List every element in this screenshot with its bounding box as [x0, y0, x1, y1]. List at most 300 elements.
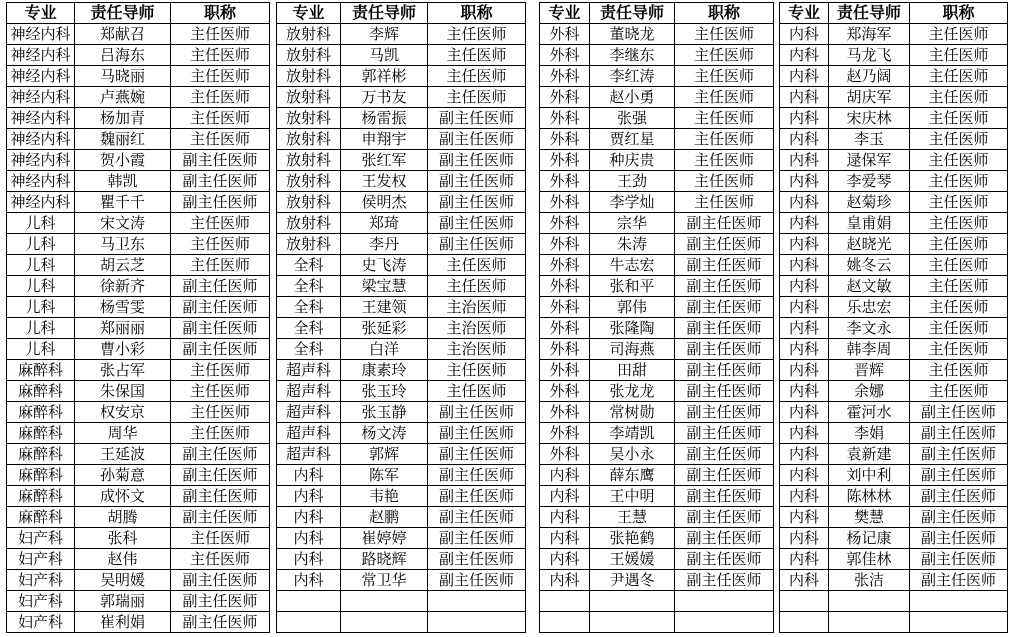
specialty-cell: 外科 [540, 318, 590, 339]
table-row [540, 528, 774, 549]
title-cell: 副主任医师 [428, 570, 526, 591]
title-cell: 主任医师 [171, 24, 270, 45]
table-row [7, 402, 270, 423]
specialty-cell: 神经内科 [7, 24, 75, 45]
specialty-cell: 外科 [540, 381, 590, 402]
title-cell: 主任医师 [910, 108, 1008, 129]
table-row [277, 150, 526, 171]
table-row [780, 45, 1008, 66]
specialty-cell: 内科 [277, 507, 341, 528]
mentor-cell: 常树勋 [590, 402, 675, 423]
specialty-cell: 内科 [780, 108, 829, 129]
mentor-cell: 曹小彩 [75, 339, 171, 360]
specialty-cell: 外科 [540, 150, 590, 171]
title-cell: 副主任医师 [171, 570, 270, 591]
specialty-cell: 儿科 [7, 255, 75, 276]
table-row [780, 360, 1008, 381]
mentor-cell: 贾红星 [590, 129, 675, 150]
table-row [780, 339, 1008, 360]
specialty-cell: 全科 [277, 339, 341, 360]
mentor-cell: 董晓龙 [590, 24, 675, 45]
table-row [7, 570, 270, 591]
specialty-cell: 外科 [540, 234, 590, 255]
table-row [7, 108, 270, 129]
title-cell: 副主任医师 [428, 150, 526, 171]
table-row [540, 591, 774, 612]
title-cell: 主任医师 [675, 192, 774, 213]
mentor-cell: 赵伟 [75, 549, 171, 570]
table-row [277, 108, 526, 129]
table-row [540, 150, 774, 171]
specialty-cell: 外科 [540, 129, 590, 150]
specialty-cell: 放射科 [277, 66, 341, 87]
mentor-cell: 郭祥彬 [341, 66, 428, 87]
table-row [7, 129, 270, 150]
mentor-cell: 杨雷振 [341, 108, 428, 129]
table-row [540, 171, 774, 192]
table-row [780, 381, 1008, 402]
title-cell: 主任医师 [675, 87, 774, 108]
table-row [277, 444, 526, 465]
title-cell: 主任医师 [675, 171, 774, 192]
specialty-cell: 内科 [277, 570, 341, 591]
title-cell: 主任医师 [171, 360, 270, 381]
table-row [7, 612, 270, 633]
specialty-cell: 放射科 [277, 24, 341, 45]
specialty-cell: 内科 [780, 486, 829, 507]
specialty-cell: 超声科 [277, 444, 341, 465]
table-row [780, 318, 1008, 339]
mentor-cell: 马晓丽 [75, 66, 171, 87]
specialty-cell: 超声科 [277, 360, 341, 381]
table-row [277, 591, 526, 612]
specialty-cell: 内科 [780, 444, 829, 465]
title-cell: 主任医师 [910, 276, 1008, 297]
mentor-cell: 瞿千千 [75, 192, 171, 213]
mentor-cell: 李学灿 [590, 192, 675, 213]
mentor-cell: 逯保军 [829, 150, 910, 171]
specialty-cell: 放射科 [277, 150, 341, 171]
title-cell: 副主任医师 [675, 381, 774, 402]
mentor-cell: 张和平 [590, 276, 675, 297]
table-row [780, 192, 1008, 213]
specialty-cell: 内科 [780, 507, 829, 528]
title-cell: 副主任医师 [910, 444, 1008, 465]
mentor-cell: 张占军 [75, 360, 171, 381]
title-cell: 副主任医师 [675, 486, 774, 507]
specialty-cell: 外科 [540, 339, 590, 360]
title-cell: 副主任医师 [428, 465, 526, 486]
table-row [540, 318, 774, 339]
title-cell: 主任医师 [910, 150, 1008, 171]
mentor-cell: 宗华 [590, 213, 675, 234]
specialty-cell: 全科 [277, 255, 341, 276]
title-cell: 副主任医师 [428, 129, 526, 150]
specialty-cell: 神经内科 [7, 45, 75, 66]
specialty-cell: 内科 [780, 87, 829, 108]
mentor-cell: 张强 [590, 108, 675, 129]
specialty-cell: 外科 [540, 66, 590, 87]
specialty-cell: 外科 [540, 276, 590, 297]
title-cell: 副主任医师 [910, 528, 1008, 549]
specialty-cell: 内科 [780, 255, 829, 276]
table-row [780, 24, 1008, 45]
specialty-cell: 内科 [277, 549, 341, 570]
table-row [780, 276, 1008, 297]
mentor-cell: 宋庆林 [829, 108, 910, 129]
title-cell: 主任医师 [910, 192, 1008, 213]
mentor-cell: 李丹 [341, 234, 428, 255]
title-cell: 主任医师 [428, 276, 526, 297]
mentor-cell [590, 591, 675, 612]
specialty-cell: 放射科 [277, 171, 341, 192]
specialty-cell: 内科 [780, 213, 829, 234]
specialty-cell: 外科 [540, 423, 590, 444]
specialty-cell: 内科 [277, 528, 341, 549]
title-cell: 主任医师 [171, 423, 270, 444]
table-row [780, 402, 1008, 423]
table-row [7, 528, 270, 549]
table-row [540, 66, 774, 87]
specialty-cell: 外科 [540, 87, 590, 108]
header-specialty: 专业 [277, 3, 341, 24]
table-row [7, 171, 270, 192]
mentor-cell: 侯明杰 [341, 192, 428, 213]
specialty-cell: 放射科 [277, 234, 341, 255]
specialty-cell: 放射科 [277, 87, 341, 108]
title-cell [675, 591, 774, 612]
table-row [780, 87, 1008, 108]
mentor-cell: 崔利娟 [75, 612, 171, 633]
mentor-cell: 赵小勇 [590, 87, 675, 108]
title-cell: 副主任医师 [675, 339, 774, 360]
table-row [7, 423, 270, 444]
specialty-cell: 内科 [780, 465, 829, 486]
specialty-cell: 儿科 [7, 234, 75, 255]
table-row [277, 465, 526, 486]
mentor-cell: 张洁 [829, 570, 910, 591]
specialty-cell: 神经内科 [7, 150, 75, 171]
title-cell: 主任医师 [910, 129, 1008, 150]
mentor-cell: 田甜 [590, 360, 675, 381]
table-row [540, 507, 774, 528]
table-row [780, 213, 1008, 234]
title-cell: 主任医师 [428, 255, 526, 276]
table-row [7, 486, 270, 507]
table-row [780, 234, 1008, 255]
mentor-cell: 皇甫娟 [829, 213, 910, 234]
table-row [540, 360, 774, 381]
mentor-cell: 尹遇冬 [590, 570, 675, 591]
mentor-cell: 赵乃阔 [829, 66, 910, 87]
specialty-cell: 麻醉科 [7, 465, 75, 486]
specialty-cell: 内科 [780, 45, 829, 66]
specialty-cell: 内科 [780, 24, 829, 45]
table-row [277, 276, 526, 297]
table-row [540, 276, 774, 297]
title-cell: 主任医师 [428, 381, 526, 402]
mentor-cell: 王劲 [590, 171, 675, 192]
header-specialty: 专业 [540, 3, 590, 24]
mentor-cell [590, 612, 675, 633]
mentor-cell: 卢燕婉 [75, 87, 171, 108]
mentor-cell: 张科 [75, 528, 171, 549]
mentor-cell: 陈林林 [829, 486, 910, 507]
mentor-cell: 梁宝慧 [341, 276, 428, 297]
title-cell: 副主任医师 [428, 486, 526, 507]
mentor-cell: 吴小永 [590, 444, 675, 465]
specialty-cell [277, 591, 341, 612]
specialty-cell: 内科 [780, 570, 829, 591]
table-row [277, 255, 526, 276]
table-row [277, 234, 526, 255]
specialty-cell: 全科 [277, 297, 341, 318]
specialty-cell [540, 591, 590, 612]
specialty-cell: 内科 [277, 465, 341, 486]
table-row [7, 45, 270, 66]
title-cell: 主任医师 [171, 45, 270, 66]
title-cell: 副主任医师 [910, 549, 1008, 570]
table-row [780, 528, 1008, 549]
table-row [540, 255, 774, 276]
title-cell: 主任医师 [428, 45, 526, 66]
specialty-cell: 全科 [277, 276, 341, 297]
mentor-cell: 晋辉 [829, 360, 910, 381]
mentor-cell: 郭佳林 [829, 549, 910, 570]
specialty-cell: 妇产科 [7, 549, 75, 570]
mentor-cell: 张延彩 [341, 318, 428, 339]
header-title: 职称 [428, 3, 526, 24]
header-mentor: 责任导师 [829, 3, 910, 24]
title-cell: 主任医师 [428, 360, 526, 381]
mentor-cell: 张玉静 [341, 402, 428, 423]
mentor-cell: 王发权 [341, 171, 428, 192]
table-row [277, 318, 526, 339]
title-cell: 副主任医师 [910, 570, 1008, 591]
mentor-cell: 朱保国 [75, 381, 171, 402]
table-row [780, 255, 1008, 276]
title-cell: 副主任医师 [171, 318, 270, 339]
specialty-cell: 放射科 [277, 108, 341, 129]
specialty-cell: 麻醉科 [7, 381, 75, 402]
table-row [540, 24, 774, 45]
title-cell: 主任医师 [675, 108, 774, 129]
table-row [780, 129, 1008, 150]
mentor-cell: 王中明 [590, 486, 675, 507]
mentor-cell: 郑海军 [829, 24, 910, 45]
table-row [277, 87, 526, 108]
specialty-cell: 外科 [540, 444, 590, 465]
title-cell: 主任医师 [910, 318, 1008, 339]
table-row [277, 66, 526, 87]
table-row [7, 234, 270, 255]
title-cell: 副主任医师 [171, 612, 270, 633]
mentor-cell: 周华 [75, 423, 171, 444]
mentor-cell: 余娜 [829, 381, 910, 402]
mentor-cell: 樊慧 [829, 507, 910, 528]
mentor-cell: 郭伟 [590, 297, 675, 318]
specialty-cell: 内科 [780, 192, 829, 213]
mentor-cell: 胡腾 [75, 507, 171, 528]
title-cell: 主任医师 [910, 297, 1008, 318]
title-cell: 主任医师 [171, 402, 270, 423]
title-cell: 主任医师 [910, 24, 1008, 45]
table-row [7, 444, 270, 465]
specialty-cell: 儿科 [7, 318, 75, 339]
specialty-cell: 内科 [540, 549, 590, 570]
table-row [7, 213, 270, 234]
title-cell [675, 612, 774, 633]
mentor-cell: 张隆陶 [590, 318, 675, 339]
mentor-cell: 李玉 [829, 129, 910, 150]
specialty-cell: 放射科 [277, 129, 341, 150]
specialty-cell: 麻醉科 [7, 360, 75, 381]
specialty-cell: 内科 [277, 486, 341, 507]
mentor-cell: 马卫东 [75, 234, 171, 255]
mentor-cell: 乐忠宏 [829, 297, 910, 318]
title-cell: 副主任医师 [675, 507, 774, 528]
mentor-cell: 郑丽丽 [75, 318, 171, 339]
specialty-cell: 内科 [780, 360, 829, 381]
title-cell: 副主任医师 [428, 192, 526, 213]
title-cell: 副主任医师 [428, 108, 526, 129]
mentor-cell [341, 591, 428, 612]
specialty-cell: 内科 [780, 423, 829, 444]
table-row [780, 297, 1008, 318]
mentor-cell: 李爱琴 [829, 171, 910, 192]
title-cell: 主任医师 [910, 381, 1008, 402]
title-cell: 副主任医师 [910, 507, 1008, 528]
mentor-cell: 姚冬云 [829, 255, 910, 276]
title-cell: 主任医师 [910, 87, 1008, 108]
table-row [540, 381, 774, 402]
table-row [540, 297, 774, 318]
mentor-cell: 郑献召 [75, 24, 171, 45]
table-row [277, 612, 526, 633]
table-row [540, 45, 774, 66]
specialty-cell: 超声科 [277, 381, 341, 402]
table-row [780, 570, 1008, 591]
specialty-cell: 神经内科 [7, 66, 75, 87]
mentor-cell: 张艳鹤 [590, 528, 675, 549]
title-cell: 主任医师 [428, 66, 526, 87]
title-cell: 副主任医师 [171, 444, 270, 465]
title-cell: 副主任医师 [428, 528, 526, 549]
mentor-cell: 杨雪雯 [75, 297, 171, 318]
table-row [7, 297, 270, 318]
table-row [540, 465, 774, 486]
mentor-cell: 郭瑞丽 [75, 591, 171, 612]
header-row [540, 3, 774, 24]
title-cell: 副主任医师 [428, 549, 526, 570]
table-row [7, 276, 270, 297]
title-cell: 主任医师 [171, 108, 270, 129]
title-cell: 副主任医师 [171, 591, 270, 612]
roster-table-3 [539, 2, 774, 633]
title-cell: 主任医师 [171, 255, 270, 276]
specialty-cell: 内科 [780, 402, 829, 423]
specialty-cell: 外科 [540, 24, 590, 45]
title-cell: 副主任医师 [171, 276, 270, 297]
mentor-cell: 牛志宏 [590, 255, 675, 276]
specialty-cell: 超声科 [277, 402, 341, 423]
specialty-cell: 内科 [780, 318, 829, 339]
title-cell: 主任医师 [171, 213, 270, 234]
mentor-cell: 万书友 [341, 87, 428, 108]
specialty-cell: 外科 [540, 45, 590, 66]
table-row [7, 318, 270, 339]
title-cell: 主任医师 [910, 234, 1008, 255]
mentor-cell: 杨加青 [75, 108, 171, 129]
mentor-cell: 王延波 [75, 444, 171, 465]
table-row [540, 549, 774, 570]
table-row [780, 108, 1008, 129]
title-cell: 副主任医师 [428, 507, 526, 528]
table-row [277, 360, 526, 381]
mentor-cell: 杨记康 [829, 528, 910, 549]
specialty-cell: 放射科 [277, 213, 341, 234]
specialty-cell: 内科 [780, 297, 829, 318]
table-row [540, 402, 774, 423]
title-cell: 副主任医师 [428, 213, 526, 234]
table-row [7, 66, 270, 87]
table-row [7, 549, 270, 570]
table-row [277, 402, 526, 423]
table-row [540, 486, 774, 507]
table-row [540, 444, 774, 465]
title-cell: 副主任医师 [675, 318, 774, 339]
title-cell: 主治医师 [428, 339, 526, 360]
specialty-cell: 内科 [780, 66, 829, 87]
header-mentor: 责任导师 [341, 3, 428, 24]
mentor-cell: 司海燕 [590, 339, 675, 360]
mentor-cell: 韩李周 [829, 339, 910, 360]
title-cell: 副主任医师 [675, 570, 774, 591]
header-specialty: 专业 [780, 3, 829, 24]
specialty-cell: 内科 [780, 381, 829, 402]
table-row [540, 192, 774, 213]
mentor-cell [829, 612, 910, 633]
title-cell: 副主任医师 [171, 339, 270, 360]
mentor-cell: 杨文涛 [341, 423, 428, 444]
table-row [540, 108, 774, 129]
title-cell: 副主任医师 [675, 297, 774, 318]
title-cell: 副主任医师 [171, 192, 270, 213]
title-cell: 主任医师 [428, 87, 526, 108]
mentor-cell [341, 612, 428, 633]
table-row [277, 192, 526, 213]
title-cell: 主任医师 [910, 255, 1008, 276]
mentor-cell: 郭辉 [341, 444, 428, 465]
specialty-cell: 妇产科 [7, 591, 75, 612]
table-row [277, 528, 526, 549]
header-specialty: 专业 [7, 3, 75, 24]
title-cell: 主治医师 [428, 297, 526, 318]
mentor-cell: 胡庆军 [829, 87, 910, 108]
header-row [277, 3, 526, 24]
table-row [277, 171, 526, 192]
mentor-cell: 陈军 [341, 465, 428, 486]
specialty-cell: 外科 [540, 171, 590, 192]
mentor-cell: 申翔宇 [341, 129, 428, 150]
table-row [277, 213, 526, 234]
mentor-cell: 徐新齐 [75, 276, 171, 297]
specialty-cell: 内科 [780, 339, 829, 360]
title-cell: 主任医师 [428, 24, 526, 45]
specialty-cell: 内科 [540, 570, 590, 591]
specialty-cell: 内科 [780, 549, 829, 570]
table-row [7, 591, 270, 612]
